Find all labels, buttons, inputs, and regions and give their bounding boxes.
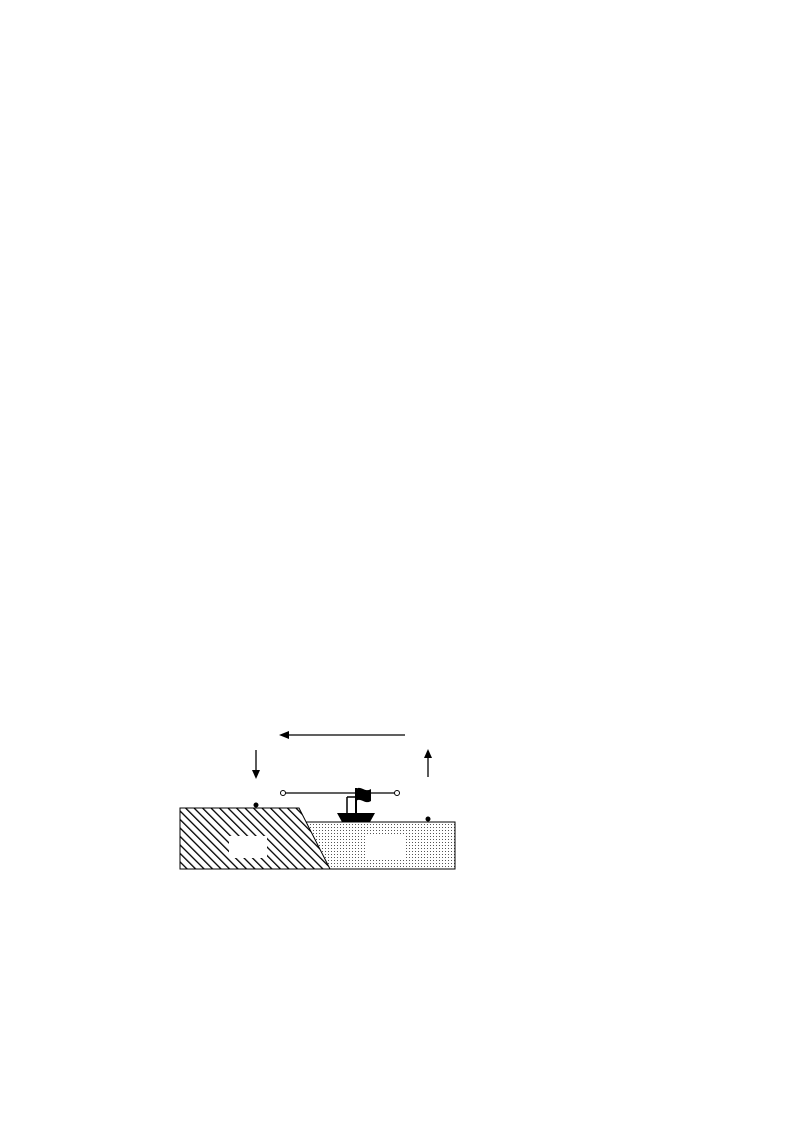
sea-point-dot [426, 817, 431, 822]
land-point-dot [254, 803, 259, 808]
land-sea-breeze-diagram [175, 722, 465, 872]
